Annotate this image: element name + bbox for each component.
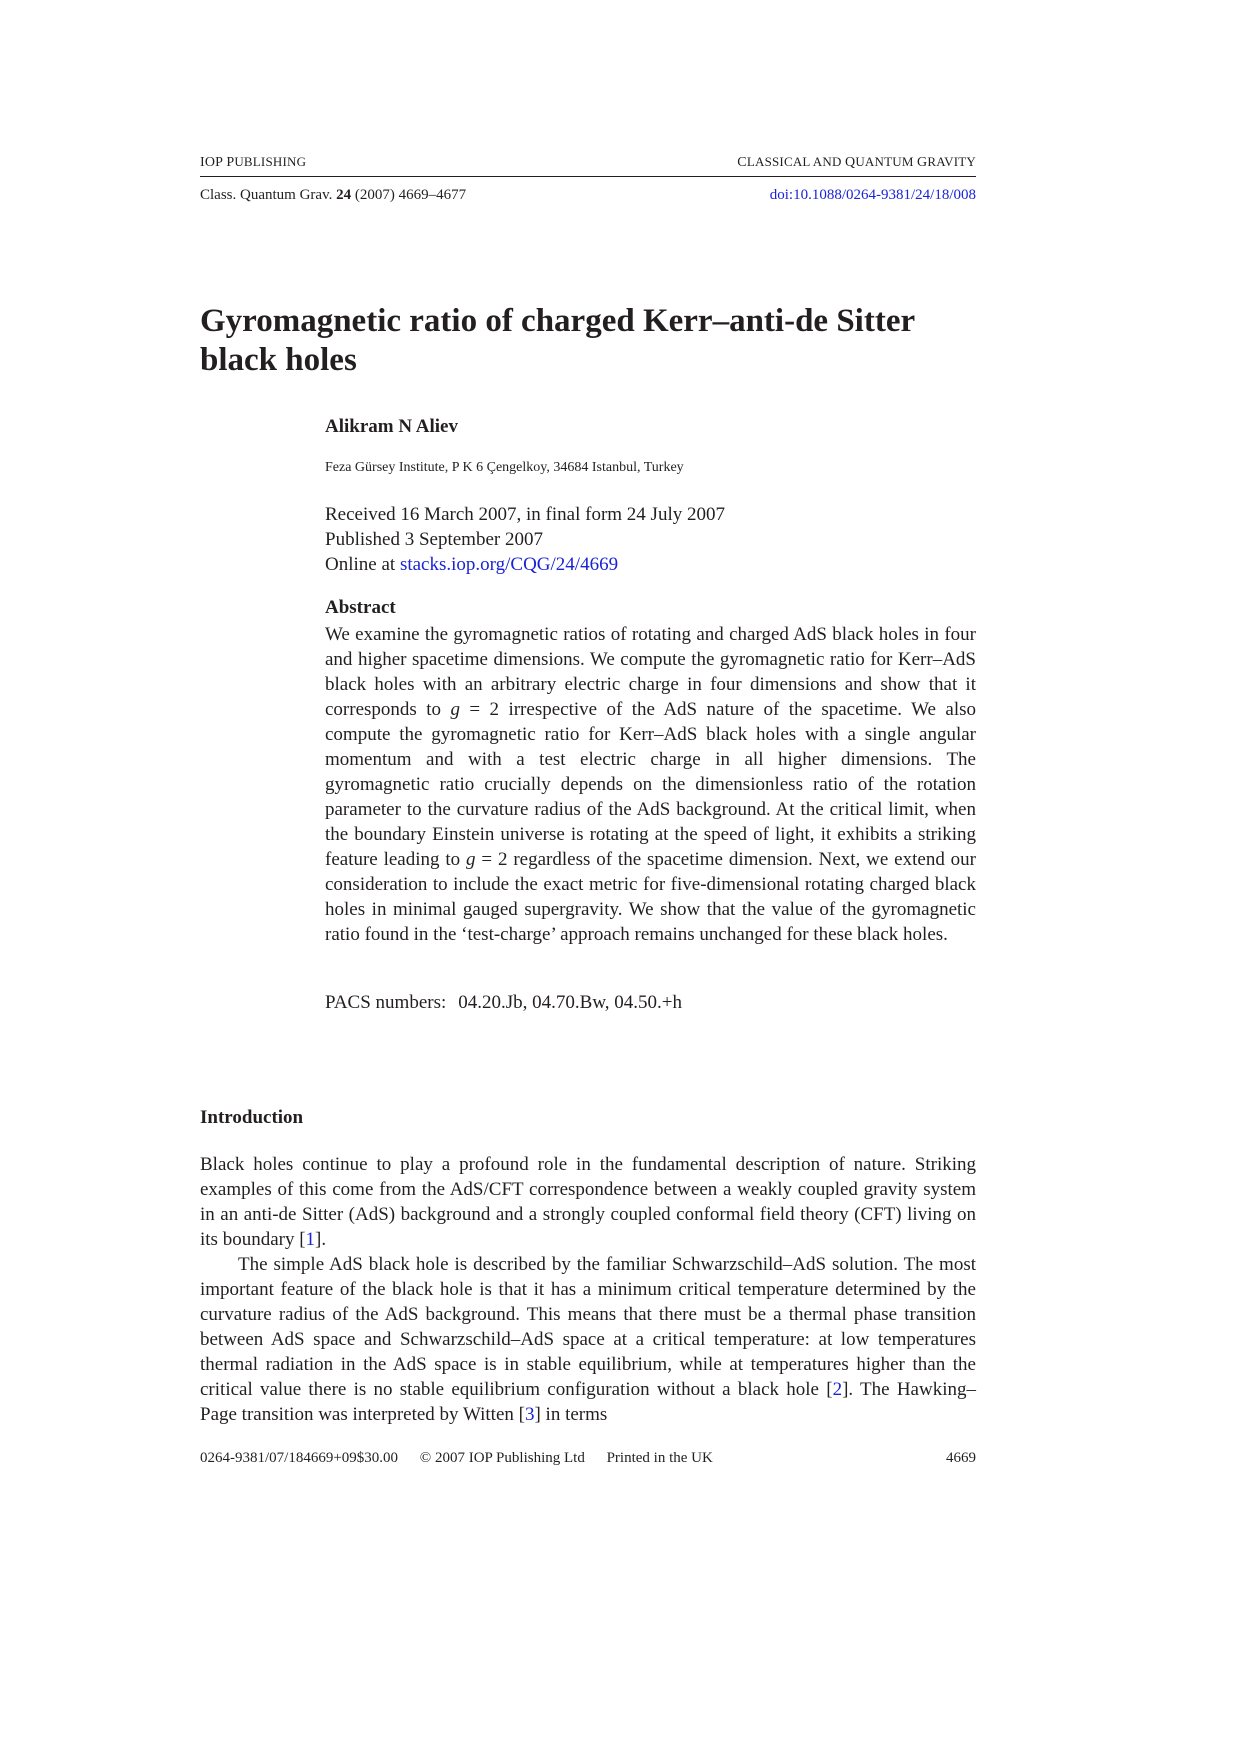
citation-ref[interactable]: 3 [524,1404,535,1425]
issn-code: 0264-9381/07/184669+09$30.00 [200,1450,399,1466]
paper-title: Gyromagnetic ratio of charged Kerr–anti-de Sitter black holes [200,303,915,378]
publisher-name: IOP PUBLISHING [200,154,307,170]
paragraph: Black holes continue to play a profound role in the fundamental description of nature. Striking examples of this come from the AdS/CFT correspondence between a weakly coupled gravity system in an anti-de Sitter (AdS) background and a strongly coupled conformal field theory (CFT) living on its boundary [1]. [200,1154,976,1250]
citation-ref[interactable]: 2 [832,1379,843,1400]
pacs-numbers: PACS numbers: 04.20.Jb, 04.70.Bw, 04.50.+h [325,992,683,1013]
journal-header [200,154,976,177]
citation-ref[interactable]: 1 [305,1229,316,1250]
section-heading-introduction: Introduction [200,1107,304,1128]
received-date: Received 16 March 2007, in final form 24 July 2007 [325,504,725,525]
online-line: Online at stacks.iop.org/CQG/24/4669 [325,554,619,575]
author-name: Alikram N Aliev [325,416,458,437]
journal-name: CLASSICAL AND QUANTUM GRAVITY [737,154,976,170]
page-number: 4669 [946,1450,976,1466]
published-date: Published 3 September 2007 [325,529,543,550]
printed-in: Printed in the UK [606,1450,713,1466]
publication-dates [325,502,976,577]
affiliation: Feza Gürsey Institute, P K 6 Çengelkoy, 34684 Istanbul, Turkey [325,460,684,475]
paragraph: The simple AdS black hole is described by the familiar Schwarzschild–AdS solution. The most important feature of the black hole is that it has a minimum critical temperature determined by the curvature radius of the AdS background. This means that there must be a thermal phase transition between AdS space and Schwarzschild–AdS space at a critical temperature: at low temperatures thermal radiation in the AdS space is in stable equilibrium, while at temperatures higher than the critical value there is no stable equilibrium configuration without a black hole [2]. The Hawking–Page transition was interpreted by Witten [3] in terms [200,1254,976,1425]
abstract-heading: Abstract [325,597,396,618]
online-link[interactable]: stacks.iop.org/CQG/24/4669 [399,554,619,575]
doi-link[interactable]: doi:10.1088/0264-9381/24/18/008 [769,187,976,203]
page-footer [200,1450,976,1467]
citation-row [200,187,976,204]
copyright: © 2007 IOP Publishing Ltd [419,1450,585,1466]
citation: Class. Quantum Grav. 24 (2007) 4669–4677 [200,187,467,203]
introduction-body [200,1152,976,1427]
footer-info [200,1450,731,1467]
abstract-text: We examine the gyromagnetic ratios of rotating and charged AdS black holes in four and higher spacetime dimensions. We compute the gyromagnetic ratio for Kerr–AdS black holes with an arbitrary electric charge in four dimensions and show that it corresponds to g = 2 irrespective of the AdS nature of the spacetime. We also compute the gyromagnetic ratio for Kerr–AdS black holes with a single angular momentum and with a test electric charge in all higher dimensions. The gyromagnetic ratio crucially depends on the dimensionless ratio of the rotation parameter to the curvature radius of the AdS background. At the critical limit, when the boundary Einstein universe is rotating at the speed of light, it exhibits a striking feature leading to g = 2 regardless of the spacetime dimension. Next, we extend our consideration to include the exact metric for five-dimensional rotating charged black holes in minimal gauged supergravity. We show that the value of the gyromagnetic ratio found in the ‘test-charge’ approach remains unchanged for these black holes. [325,624,977,945]
